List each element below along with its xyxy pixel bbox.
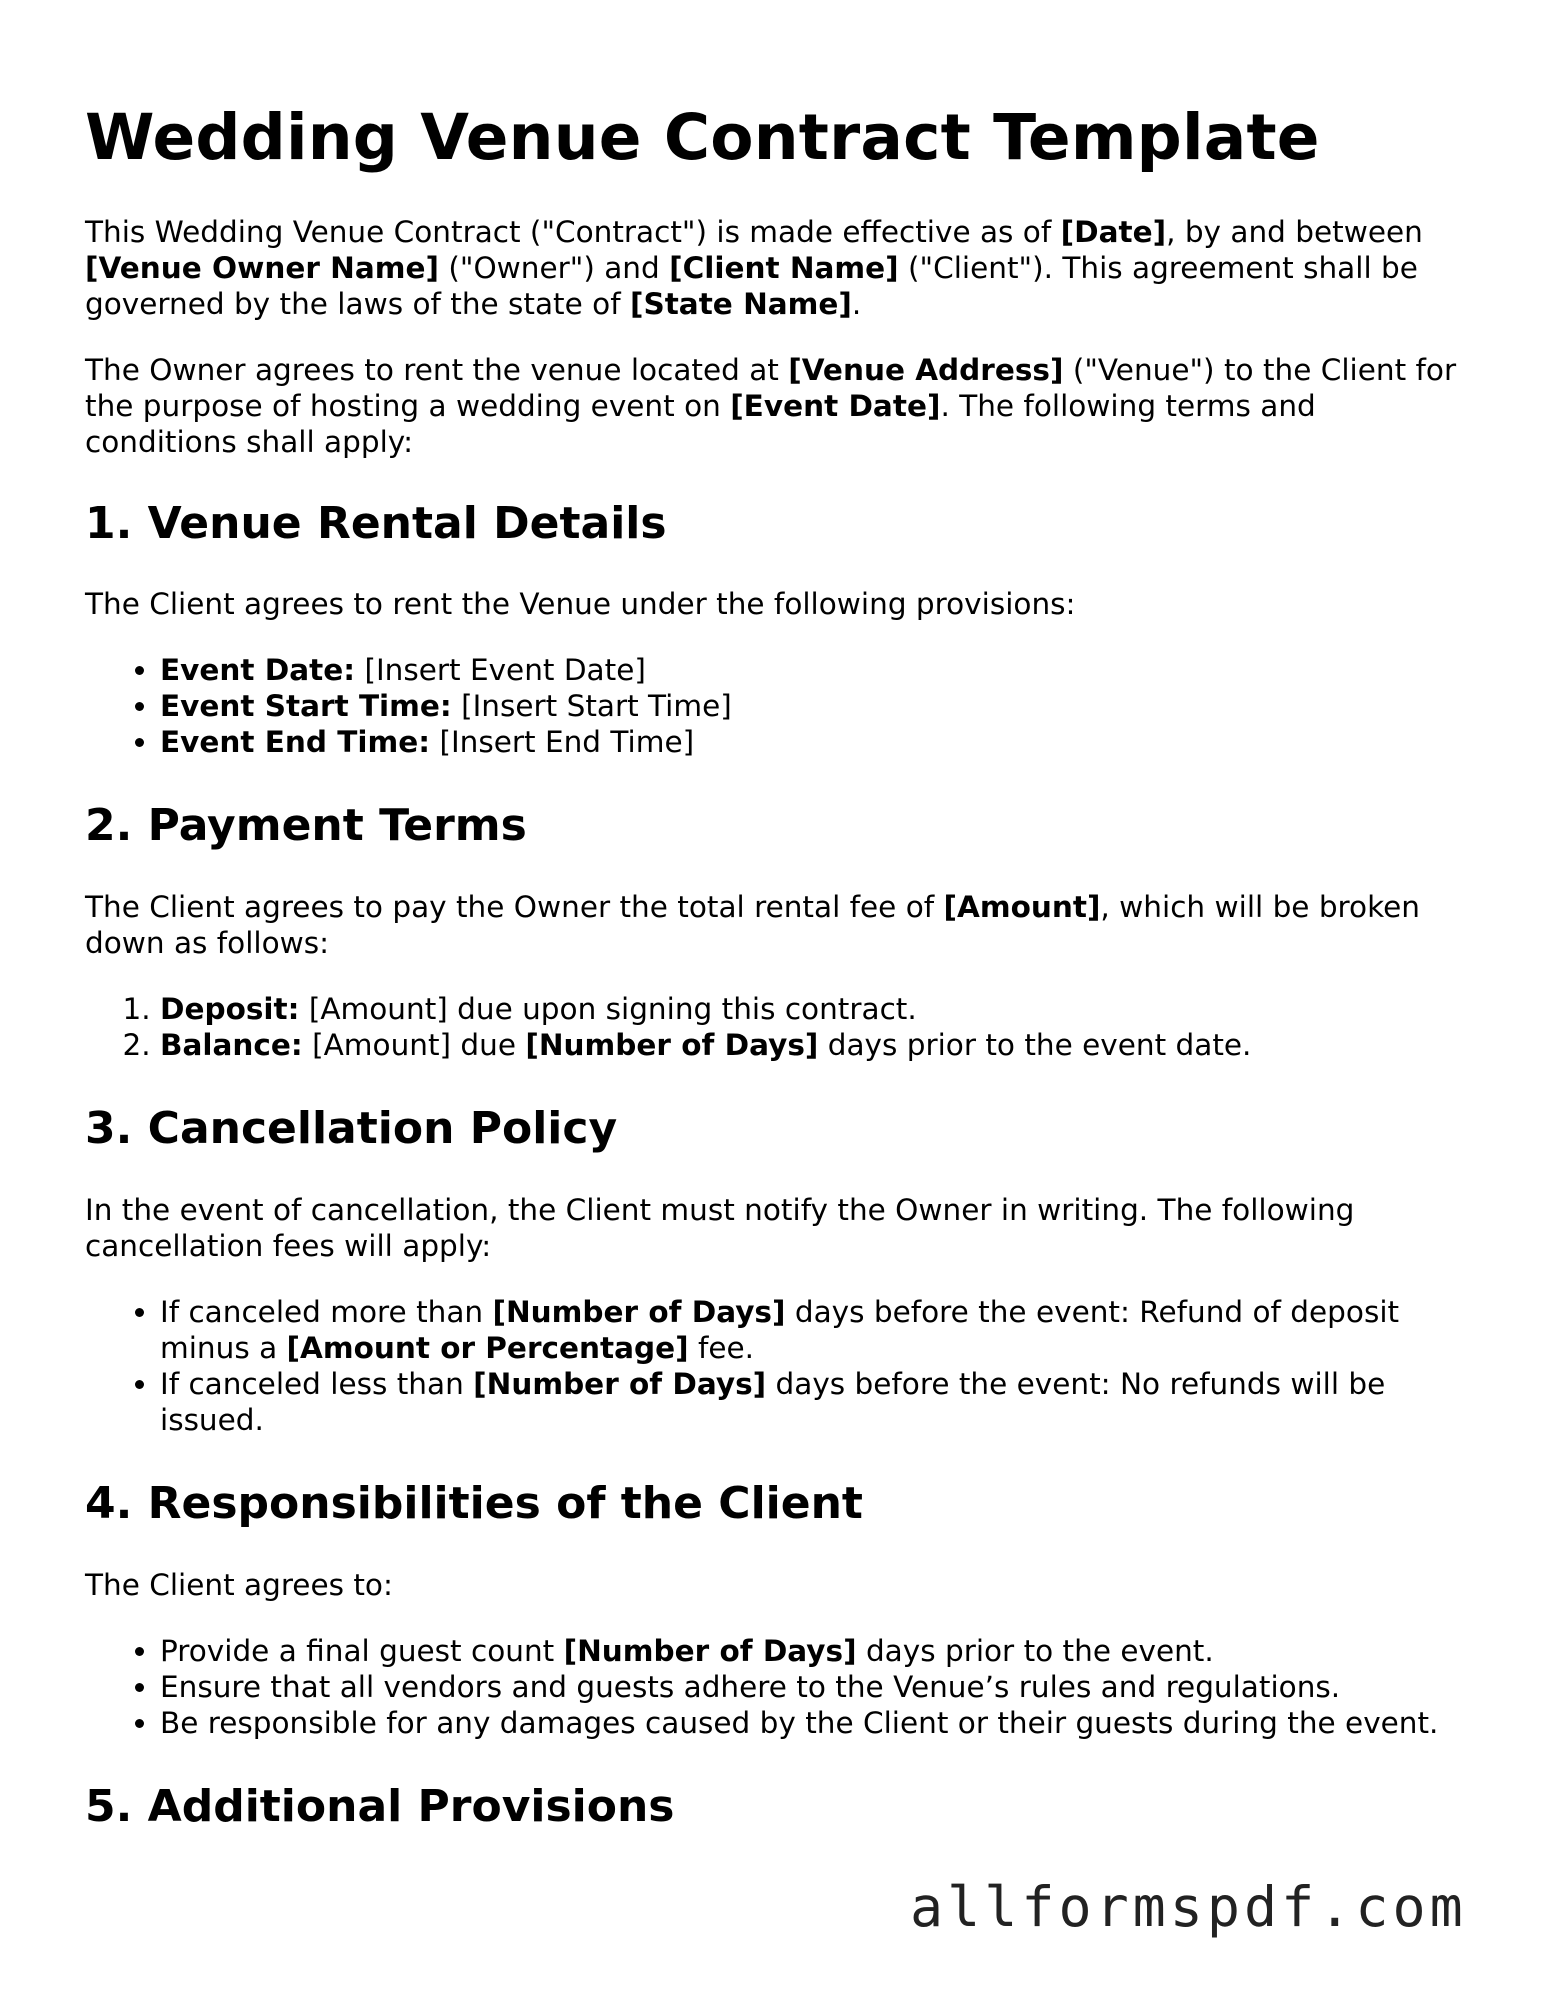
text: [Amount] due upon signing this contract. [299, 992, 917, 1027]
cancellation-policy-list [85, 1294, 1465, 1438]
section-heading-additional-provisions: 5. Additional Provisions [85, 1780, 675, 1832]
placeholder-state-name: [State Name] [629, 286, 852, 321]
placeholder-venue-address: [Venue Address] [788, 352, 1064, 387]
placeholder-amount-or-percentage: [Amount or Percentage] [286, 1330, 689, 1365]
item-label: Event End Time: [160, 725, 431, 760]
client-responsibilities-list [85, 1633, 1465, 1741]
list-item [160, 1294, 1465, 1366]
intro-paragraph-2 [85, 352, 1465, 460]
list-item [160, 724, 1465, 760]
text: days before the event: No refunds will be issued. [160, 1366, 1386, 1437]
text: [Amount] due [302, 1028, 526, 1063]
intro-paragraph-1 [85, 214, 1465, 322]
text: Provide a final guest count [160, 1633, 564, 1668]
section-3-intro: In the event of cancellation, the Client must notify the Owner in writing. The following cancellation fees will apply: [85, 1192, 1355, 1263]
text: ("Venue") to the Client for the purpose of hosting a wedding event on [85, 352, 1457, 423]
text: Ensure that all vendors and guests adhere to the Venue’s rules and regulations. [160, 1669, 1341, 1704]
section-2-intro [85, 889, 1465, 961]
text: This Wedding Venue Contract ("Contract") is made effective as of [85, 214, 1061, 249]
text: , which will be broken down as follows: [85, 890, 1420, 961]
text: days prior to the event date. [818, 1028, 1252, 1063]
section-heading-payment-terms: 2. Payment Terms [85, 800, 527, 852]
site-watermark: allformspdf.com [910, 1875, 1467, 1939]
text: ("Client"). This agreement shall be governed by the laws of the state of [85, 250, 1418, 321]
document-page [85, 100, 1465, 1870]
section-1-intro: The Client agrees to rent the Venue under the following provisions: [85, 587, 1076, 622]
placeholder-client-name: [Client Name] [669, 250, 899, 285]
list-item [160, 1633, 1465, 1669]
list-item [160, 688, 1465, 724]
list-item [160, 991, 1465, 1027]
section-heading-responsibilities-of-client: 4. Responsibilities of the Client [85, 1477, 863, 1529]
section-heading-venue-rental-details: 1. Venue Rental Details [85, 497, 667, 549]
text: fee. [688, 1330, 755, 1365]
text: The Owner agrees to rent the venue located at [85, 352, 789, 387]
item-label: Balance: [160, 1028, 303, 1063]
text: ("Owner") and [438, 250, 670, 285]
text: If canceled more than [160, 1294, 493, 1329]
placeholder-event-date: [Event Date] [730, 388, 941, 423]
item-value: [Insert Event Date] [355, 653, 646, 688]
list-item [160, 1027, 1465, 1063]
list-item [160, 1366, 1465, 1438]
placeholder-number-of-days: [Number of Days] [473, 1366, 767, 1401]
list-item [160, 652, 1465, 688]
item-value: [Insert End Time] [430, 725, 695, 760]
placeholder-venue-owner-name: [Venue Owner Name] [85, 250, 439, 285]
text: days prior to the event. [856, 1633, 1214, 1668]
text: days before the event: Refund of deposit minus a [160, 1294, 1400, 1365]
placeholder-amount: [Amount] [943, 890, 1101, 925]
text: . [851, 286, 862, 321]
list-item [160, 1669, 1465, 1705]
text: . The following terms and conditions shall apply: [85, 388, 1316, 459]
text: If canceled less than [160, 1366, 474, 1401]
document-title: Wedding Venue Contract Template [85, 101, 1320, 174]
placeholder-number-of-days: [Number of Days] [492, 1294, 786, 1329]
section-heading-cancellation-policy: 3. Cancellation Policy [85, 1103, 618, 1155]
venue-rental-details-list [85, 652, 1465, 760]
payment-terms-list [85, 991, 1465, 1063]
placeholder-number-of-days: [Number of Days] [525, 1028, 819, 1063]
placeholder-date: [Date] [1060, 214, 1167, 249]
text: Be responsible for any damages caused by the Client or their guests during the event. [160, 1705, 1439, 1740]
text: , by and between [1166, 214, 1423, 249]
list-item [160, 1705, 1465, 1741]
item-label: Event Start Time: [160, 689, 452, 724]
item-label: Deposit: [160, 992, 300, 1027]
section-4-intro: The Client agrees to: [85, 1567, 393, 1602]
item-label: Event Date: [160, 653, 356, 688]
item-value: [Insert Start Time] [451, 689, 732, 724]
text: The Client agrees to pay the Owner the total rental fee of [85, 890, 944, 925]
placeholder-number-of-days: [Number of Days] [563, 1633, 857, 1668]
